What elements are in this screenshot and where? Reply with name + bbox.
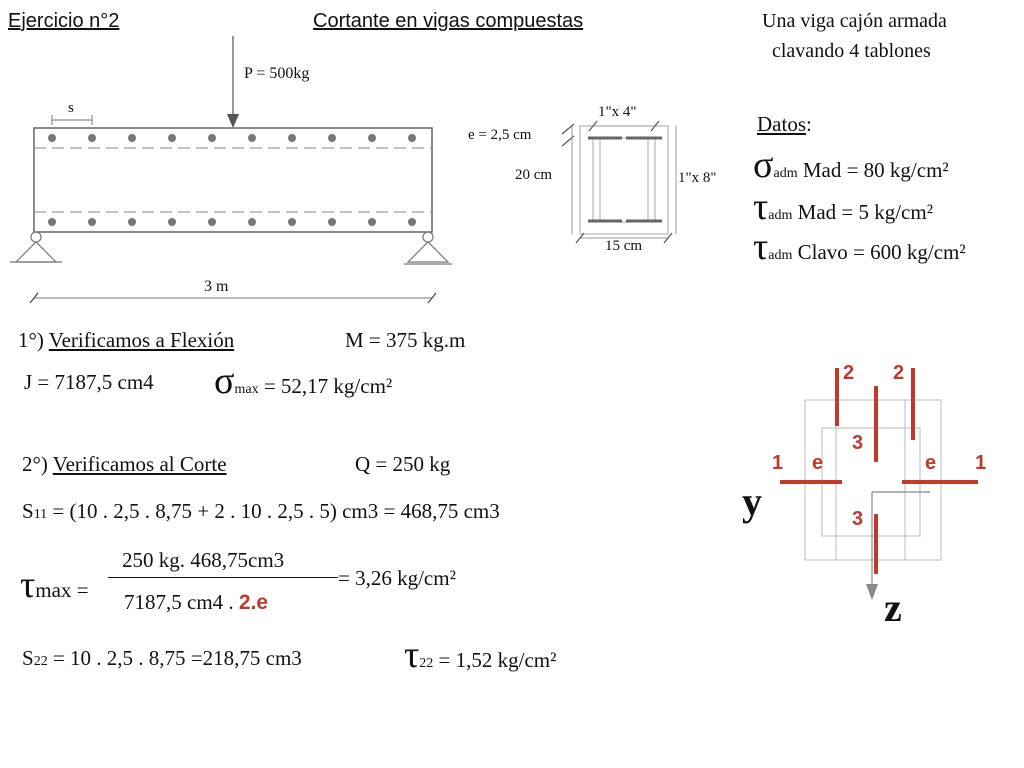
cut-label-2-left: 2	[843, 362, 855, 384]
description-line2: clavando 4 tablones	[772, 40, 931, 62]
inertia-value: J = 7187,5 cm4	[24, 370, 154, 394]
moment-value: M = 375 kg.m	[345, 328, 466, 352]
sigma-adm-row: σadm Mad = 80 kg/cm²	[753, 144, 949, 186]
step2-heading: 2°) Verificamos al Corte	[22, 452, 227, 476]
exercise-title: Ejercicio n°2	[8, 10, 120, 32]
cut-label-1-right: 1	[975, 452, 987, 474]
description-line1: Una viga cajón armada	[762, 10, 947, 32]
load-label: P = 500kg	[244, 65, 310, 82]
cut-label-1-left: 1	[772, 452, 784, 474]
topic-title: Cortante en vigas compuestas	[313, 10, 584, 32]
width-label: 15 cm	[605, 238, 643, 254]
s11-row: S11 = (10 . 2,5 . 8,75 + 2 . 10 . 2,5 . 5) cm3 = 468,75 cm3	[22, 499, 500, 523]
height-label: 20 cm	[515, 167, 553, 183]
datos-title: Datos:	[757, 112, 812, 136]
cut-label-e-right: e	[925, 452, 937, 474]
side-board-label: 1"x 8"	[678, 170, 717, 186]
tau-adm-mad-row: τadm Mad = 5 kg/cm²	[753, 186, 934, 228]
length-label: 3 m	[204, 278, 229, 295]
sigma-max-row: σmax = 52,17 kg/cm²	[214, 360, 393, 402]
tau-max-numerator: 250 kg. 468,75cm3	[122, 548, 285, 572]
s22-row: S22 = 10 . 2,5 . 8,75 =218,75 cm3	[22, 646, 302, 670]
spacing-label: s	[68, 100, 74, 116]
fraction-bar	[108, 577, 338, 578]
cut-label-e-left: e	[812, 452, 824, 474]
tau-max-denominator: 7187,5 cm4 . 2.e	[124, 590, 269, 614]
axis-z-label: z	[884, 585, 902, 630]
tau-max-lhs: τmax =	[20, 564, 89, 606]
thickness-label: e = 2,5 cm	[468, 127, 532, 143]
cut-label-2-right: 2	[893, 362, 905, 384]
shear-value: Q = 250 kg	[355, 452, 451, 476]
top-board-label: 1"x 4"	[598, 104, 637, 120]
tau22-row: τ22 = 1,52 kg/cm²	[404, 634, 557, 676]
axis-y-label: y	[742, 479, 762, 524]
cut-label-3-bottom: 3	[852, 508, 864, 530]
step1-heading: 1°) Verificamos a Flexión	[18, 328, 235, 352]
tau-adm-clavo-row: τadm Clavo = 600 kg/cm²	[753, 226, 966, 268]
cut-label-3-top: 3	[852, 432, 864, 454]
tau-max-result: = 3,26 kg/cm²	[338, 566, 456, 590]
